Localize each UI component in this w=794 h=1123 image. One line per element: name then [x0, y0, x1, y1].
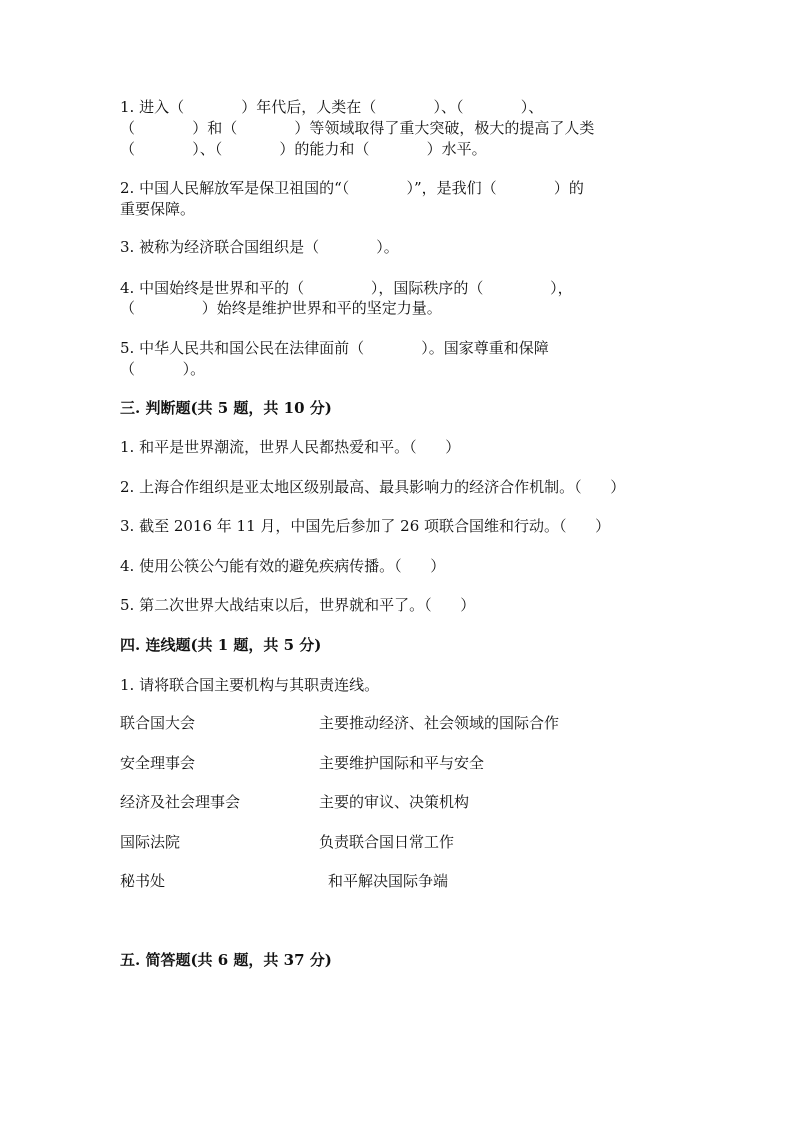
- match-right-item-4: 负责联合国日常工作: [319, 833, 455, 851]
- judge-item-5: 5. 第二次世界大战结束以后，世界就和平了。（ ）: [120, 596, 476, 614]
- match-question: 1. 请将联合国主要机构与其职责连线。: [120, 676, 380, 694]
- q2-line-2: 重要保障。: [120, 200, 196, 218]
- judge-section-heading: 三. 判断题(共 5 题，共 10 分): [120, 399, 332, 417]
- match-right-item-3: 主要的审议、决策机构: [319, 793, 470, 811]
- match-left-item-1: 联合国大会: [120, 714, 196, 732]
- judge-item-3: 3. 截至 2016 年 11 月，中国先后参加了 26 项联合国维和行动。（ ）: [120, 517, 611, 535]
- q4-line-1: 4. 中国始终是世界和平的（ ），国际秩序的（ ），: [120, 279, 573, 297]
- q4-line-2: （ ）始终是维护世界和平的坚定力量。: [120, 299, 442, 317]
- match-left-item-5: 秘书处: [120, 872, 166, 890]
- q1-line-2: （ ）和（ ）等领域取得了重大突破，极大的提高了人类: [120, 119, 595, 137]
- q2-line-1: 2. 中国人民解放军是保卫祖国的“（ ）”，是我们（ ）的: [120, 179, 584, 197]
- match-left-item-2: 安全理事会: [120, 754, 196, 772]
- judge-item-2: 2. 上海合作组织是亚太地区级别最高、最具影响力的经济合作机制。（ ）: [120, 478, 626, 496]
- match-section-heading: 四. 连线题(共 1 题，共 5 分): [120, 636, 322, 654]
- match-right-item-2: 主要维护国际和平与安全: [319, 754, 485, 772]
- q1-line-3: （ ）、（ ）的能力和（ ）水平。: [120, 140, 487, 158]
- match-left-item-4: 国际法院: [120, 833, 181, 851]
- match-right-item-5: 和平解决国际争端: [328, 872, 449, 890]
- judge-item-1: 1. 和平是世界潮流，世界人民都热爱和平。（ ）: [120, 438, 461, 456]
- match-left-item-3: 经济及社会理事会: [120, 793, 241, 811]
- short-answer-section-heading: 五. 简答题(共 6 题，共 37 分): [120, 951, 332, 969]
- match-right-item-1: 主要推动经济、社会领域的国际合作: [319, 714, 560, 732]
- q5-line-2: （ ）。: [120, 360, 206, 378]
- q1-line-1: 1. 进入（ ）年代后，人类在（ ）、（ ）、: [120, 98, 544, 116]
- q3-line-1: 3. 被称为经济联合国组织是（ ）。: [120, 238, 399, 256]
- judge-item-4: 4. 使用公筷公勺能有效的避免疾病传播。（ ）: [120, 557, 446, 575]
- q5-line-1: 5. 中华人民共和国公民在法律面前（ ）。国家尊重和保障: [120, 339, 549, 357]
